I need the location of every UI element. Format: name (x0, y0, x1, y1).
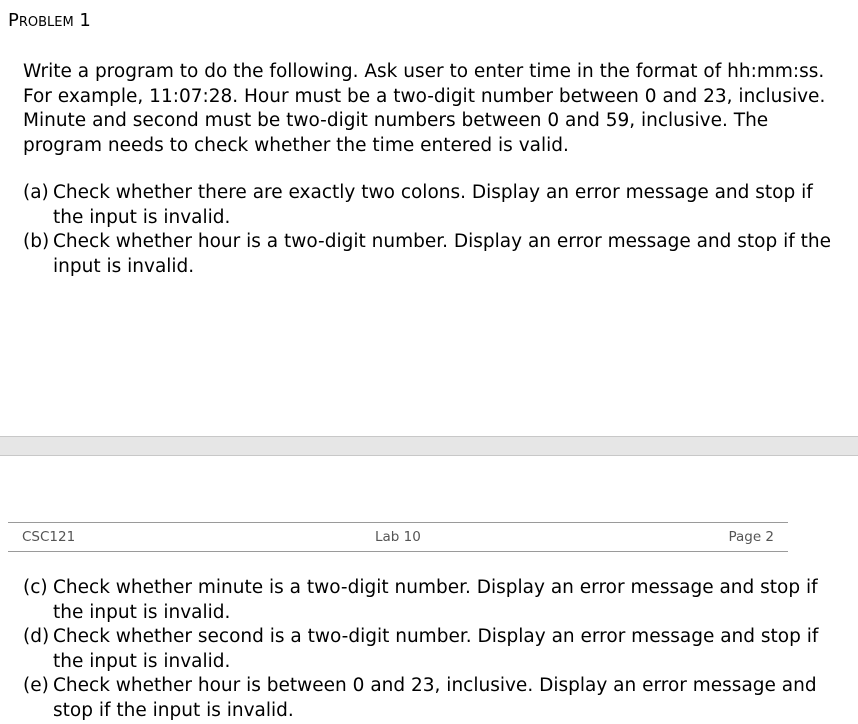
footer-page-number: Page 2 (728, 529, 774, 545)
problem-heading: Problem 1 (8, 10, 91, 31)
item-line: Check whether hour is a two-digit number. Display an error message and stop if the (53, 231, 832, 252)
item-line: Check whether hour is between 0 and 23, inclusive. Display an error message and (53, 675, 817, 696)
requirement-item-d (23, 625, 823, 674)
description-line: program needs to check whether the time entered is valid. (23, 134, 569, 156)
item-line: stop if the input is invalid. (53, 699, 294, 721)
item-marker: (e) (23, 675, 49, 696)
item-line: the input is invalid. (53, 650, 231, 672)
item-marker: (a) (23, 182, 49, 203)
requirement-item-c (23, 576, 823, 625)
item-line: the input is invalid. (53, 601, 231, 623)
item-marker: (d) (23, 626, 50, 647)
description-line: For example, 11:07:28. Hour must be a two-digit number between 0 and 23, inclusive. (23, 85, 826, 107)
item-line: Check whether there are exactly two colons. Display an error message and stop if (53, 182, 813, 203)
item-line: input is invalid. (53, 255, 195, 277)
requirement-item-b (23, 230, 832, 279)
item-line: Check whether second is a two-digit number. Display an error message and stop if (53, 626, 819, 647)
page-footer (8, 522, 788, 552)
description-line: Write a program to do the following. Ask user to enter time in the format of hh:mm:ss. (23, 61, 825, 82)
footer-title: Lab 10 (375, 529, 421, 545)
requirement-item-e (23, 674, 823, 723)
page-break-separator (0, 436, 858, 456)
requirements-list-part-1 (23, 181, 832, 279)
footer-course: CSC121 (22, 529, 76, 545)
description-line: Minute and second must be two-digit numbers between 0 and 59, inclusive. The (23, 110, 769, 131)
requirements-list-part-2 (23, 576, 823, 723)
item-line: the input is invalid. (53, 206, 231, 228)
requirement-item-a (23, 181, 823, 230)
item-marker: (c) (23, 577, 48, 598)
item-marker: (b) (23, 231, 50, 252)
problem-description (23, 60, 826, 158)
item-line: Check whether minute is a two-digit number. Display an error message and stop if (53, 577, 818, 598)
